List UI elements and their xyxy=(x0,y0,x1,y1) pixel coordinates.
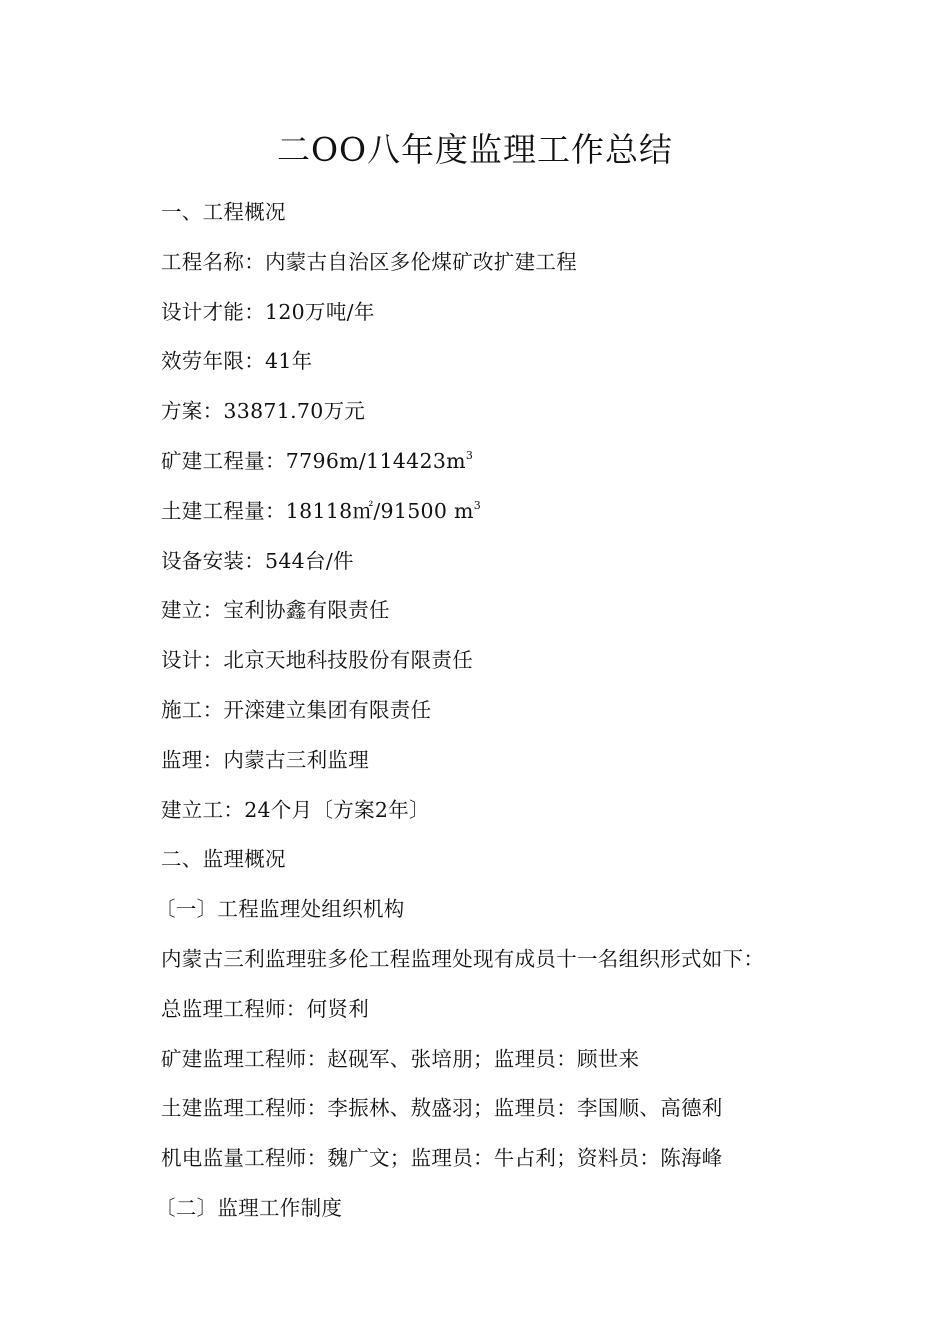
line-text: 〔一〕工程监理处组织机构 xyxy=(155,897,405,922)
document-line xyxy=(161,1039,921,1089)
line-text: 建立工：24个月〔方案2年〕 xyxy=(161,797,430,822)
document-line xyxy=(161,640,921,690)
line-text: 二、监理概况 xyxy=(161,847,286,872)
document-line xyxy=(161,590,921,640)
line-text: 工程名称：内蒙古自治区多伦煤矿改扩建工程 xyxy=(161,249,577,274)
document-line xyxy=(161,541,921,591)
document-line xyxy=(161,391,921,441)
line-text: 矿建监理工程师：赵砚军、张培朋；监理员：顾世来 xyxy=(161,1046,640,1071)
superscript: 3 xyxy=(465,448,474,462)
line-text: 土建监理工程师：李振林、敖盛羽；监理员：李国顺、高德利 xyxy=(161,1096,723,1121)
line-text: 〔二〕监理工作制度 xyxy=(155,1195,343,1220)
line-text: 施工：开滦建立集团有限责任 xyxy=(161,697,432,722)
line-text: 建立：宝利协鑫有限责任 xyxy=(161,598,390,623)
line-text: 设备安装：544台/件 xyxy=(161,548,354,573)
document-line xyxy=(161,690,921,740)
document-line xyxy=(161,192,921,242)
document-line xyxy=(155,889,921,939)
line-text: 监理：内蒙古三利监理 xyxy=(161,747,369,772)
line-text: 设计：北京天地科技股份有限责任 xyxy=(161,648,473,673)
document-line xyxy=(161,839,921,889)
document-line xyxy=(161,989,921,1039)
document-title: 二OO八年度监理工作总结 xyxy=(276,130,674,169)
line-text: 效劳年限：41年 xyxy=(161,349,313,374)
document-body xyxy=(155,192,921,1238)
line-text: 机电监量工程师：魏广文；监理员：牛占利；资料员：陈海峰 xyxy=(161,1146,723,1171)
document-line xyxy=(161,491,921,541)
document-line xyxy=(161,1088,921,1138)
document-line xyxy=(161,790,921,840)
document-line xyxy=(161,341,921,391)
line-text: 总监理工程师：何贤利 xyxy=(161,996,369,1021)
document-line xyxy=(161,292,921,342)
document-line xyxy=(161,242,921,292)
superscript: 3 xyxy=(473,498,482,512)
line-text: 方案：33871.70万元 xyxy=(161,399,366,424)
document-line xyxy=(161,1138,921,1188)
line-text: 内蒙古三利监理驻多伦工程监理处现有成员十一名组织形式如下： xyxy=(161,946,765,971)
document-line xyxy=(161,441,921,491)
document-line xyxy=(155,1188,921,1238)
line-text: 矿建工程量：7796m/114423m xyxy=(161,448,466,473)
document-line xyxy=(161,939,921,989)
line-text: 土建工程量：18118㎡/91500 m xyxy=(161,498,474,523)
document-line xyxy=(161,740,921,790)
line-text: 设计才能：120万吨/年 xyxy=(161,299,375,324)
line-text: 一、工程概况 xyxy=(161,200,286,224)
